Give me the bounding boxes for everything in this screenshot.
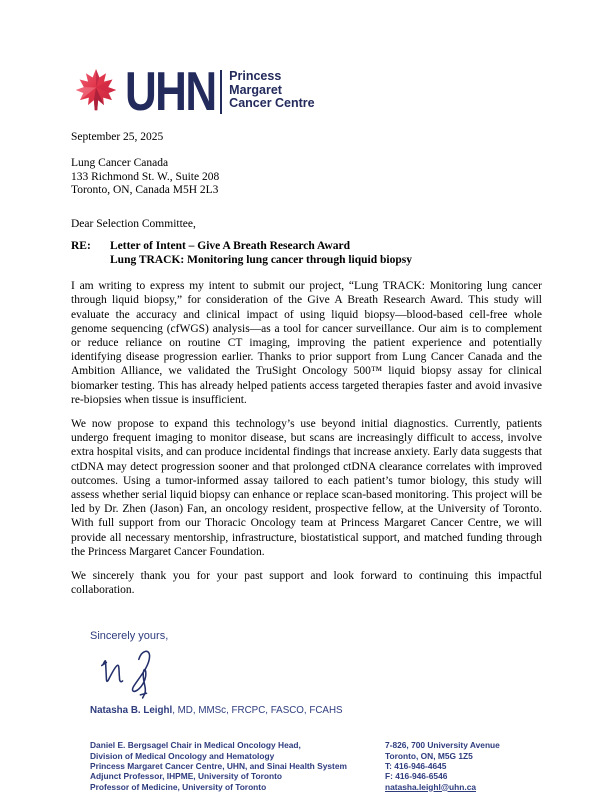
footer-phone: T: 416-946-4645 <box>385 760 447 771</box>
footer-titles <box>90 740 385 791</box>
body-paragraph-1: I am writing to express my intent to submit our project, “Lung TRACK: Monitoring lung cancer through liquid biopsy,” for consideration of the Give A Breath Research Award. This study will evaluate the accuracy and clinical impact of using liquid biopsy—blood-based cell-free whole genome sequencing (cfWGS) analysis—as a tool for cancer surveillance. Our aim is to complement or reduce reliance on routine CT imaging, improving the patient experience and potentially identifying disease progression earlier. Thanks to prior support from Lung Cancer Canada and the Ambition Alliance, we validated the TruSight Oncology 500™ liquid biopsy assay for clinical biomarker testing. This has already helped patients access targeted therapies faster and avoid invasive re-biopsies when tissue is insufficient. <box>71 280 542 406</box>
body-paragraph-3: We sincerely thank you for your past support and look forward to continuing this impactful collaboration. <box>71 569 542 597</box>
recipient-line: Lung Cancer Canada <box>71 157 169 169</box>
re-subject-line-1: Letter of Intent – Give A Breath Research Award <box>110 240 350 253</box>
signatory-name: Natasha B. Leighl <box>90 705 173 717</box>
body-paragraph-2: We now propose to expand this technology’s use beyond initial diagnostics. Currently, patients undergo frequent imaging to monitor disease, but scans are increasingly difficult to access, involve extra hospital visits, and can produce incidental findings that increase anxiety. Early data suggests that ctDNA may detect progression sooner and that prolonged ctDNA clearance correlates with improved outcomes. Using a tumor-informed assay tailored to each patient’s tumor biology, this study will assess whether serial liquid biopsy can enhance or replace scan-based monitoring. This project will be led by Dr. Zhen (Jason) Fan, an oncology resident, prospective fellow, at the University of Toronto. With full support from our Thoracic Oncology team at Princess Margaret Cancer Centre, we will provide all necessary mentorship, infrastructure, biostatistical support, and matched funding through the Princess Margaret Cancer Foundation. <box>71 417 542 558</box>
uhn-wordmark: UHN <box>125 60 216 122</box>
recipient-line: 133 Richmond St. W., Suite 208 <box>71 170 220 183</box>
footer-title-line: Division of Medical Oncology and Hematology <box>90 750 275 761</box>
letterhead <box>75 60 542 122</box>
uhn-maple-leaf-icon <box>75 67 117 119</box>
footer-fax: F: 416-946-6546 <box>385 771 448 782</box>
footer-contact <box>385 740 500 791</box>
org-line-2: Margaret <box>229 82 282 97</box>
footer-title-line: Daniel E. Bergsagel Chair in Medical Oncology Head, <box>90 740 301 751</box>
re-subject-block <box>71 239 542 267</box>
email-link[interactable]: natasha.leighl@uhn.ca <box>385 781 477 792</box>
recipient-line: Toronto, ON, Canada M5H 2L3 <box>71 184 219 197</box>
footer <box>90 740 542 791</box>
re-label: RE: <box>71 240 91 253</box>
handwritten-signature <box>95 647 542 701</box>
salutation: Dear Selection Committee, <box>71 218 196 231</box>
letter-date: September 25, 2025 <box>71 131 164 143</box>
signatory-credentials: , MD, MMSc, FRCPC, FASCO, FCAHS <box>172 705 343 717</box>
recipient-address <box>71 157 542 198</box>
footer-title-line: Adjunct Professor, IHPME, University of Toronto <box>90 771 283 782</box>
footer-title-line: Professor of Medicine, University of Toronto <box>90 781 267 792</box>
re-subject-line-2: Lung TRACK: Monitoring lung cancer through liquid biopsy <box>110 254 412 267</box>
footer-title-line: Princess Margaret Cancer Centre, UHN, and Sinai Health System <box>90 760 347 771</box>
logo-divider <box>220 70 222 114</box>
footer-address-line: Toronto, ON, M5G 1Z5 <box>385 750 473 761</box>
org-line-3: Cancer Centre <box>229 96 315 110</box>
closing-phrase: Sincerely yours, <box>90 630 169 643</box>
footer-address-line: 7-826, 700 University Avenue <box>385 740 500 751</box>
org-name <box>229 70 314 111</box>
signatory-name-line <box>90 705 542 716</box>
re-label-spacer <box>71 253 110 267</box>
org-line-1: Princess <box>229 69 282 83</box>
